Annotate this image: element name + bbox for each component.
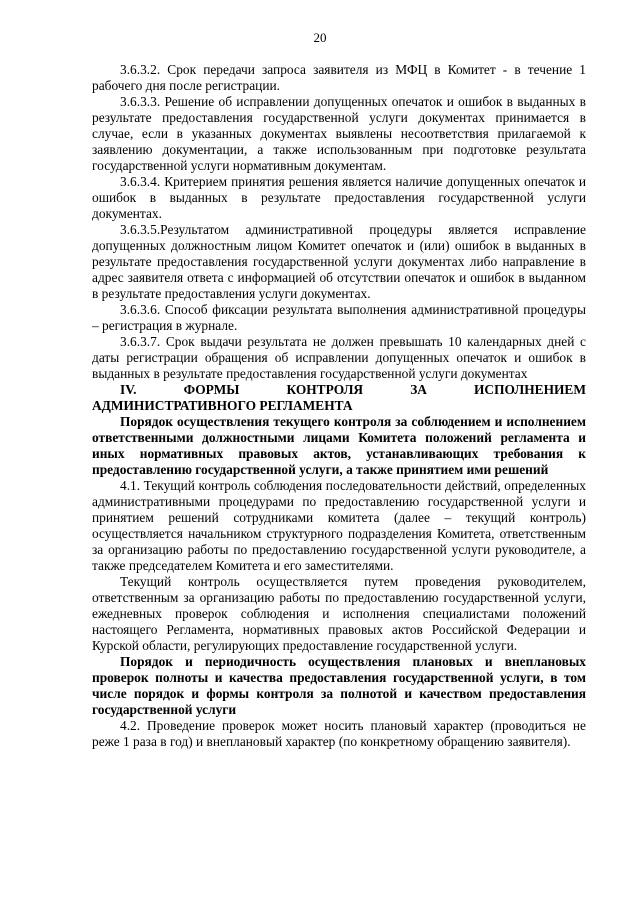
- subheading-current-control: Порядок осуществления текущего контроля за соблюдением и исполнением ответственными должностными лицами Комитета положений регламента и иных нормативных правовых актов, устанавливающих требования к предоставлению государственной услуги, а также принятием ими решений: [92, 414, 586, 477]
- section-heading-word: ФОРМЫ: [183, 382, 240, 397]
- paragraph-3-6-3-3: 3.6.3.3. Решение об исправлении допущенных опечаток и ошибок в выданных в результате предоставления государственной услуги документах принимается в случае, если в указанных документах выявлены несоответствия прилагаемой к заявлению документации, а также использованным при подготовке результата государственной услуги нормативным документам.: [92, 94, 586, 173]
- paragraph-3-6-3-2: 3.6.3.2. Срок передачи запроса заявителя из МФЦ в Комитет - в течение 1 рабочего дня после регистрации.: [92, 62, 586, 93]
- paragraph-3-6-3-5: 3.6.3.5.Результатом административной процедуры является исправление допущенных должностным лицом Комитет опечаток и (или) ошибок в выданных в результате предоставления государственной услуги документах либо направление в адрес заявителя ответа с информацией об отсутствии опечаток и ошибок в выданном в результате предоставления услуги документах.: [92, 222, 586, 301]
- page-number: 20: [313, 30, 327, 45]
- paragraph-current-control-method: Текущий контроль осуществляется путем проведения руководителем, ответственным за организацию работы по предоставлению государственной услуги, ежедневных проверок соблюдения и исполнения специалистами положений настоящего Регламента, нормативных правовых актов Российской Федерации и Курской области, регулирующих предоставление государственной услуги.: [92, 574, 586, 653]
- document-body: [92, 62, 586, 750]
- section-heading: [92, 382, 586, 398]
- paragraph-3-6-3-4: 3.6.3.4. Критерием принятия решения является наличие допущенных опечаток и ошибок в выданных в результате предоставления государственной услуги документах.: [92, 174, 586, 221]
- paragraph-4-2: 4.2. Проведение проверок может носить плановый характер (проводиться не реже 1 раза в год) и внеплановый характер (по конкретному обращению заявителя).: [92, 718, 586, 749]
- section-heading-word: IV.: [120, 382, 137, 397]
- section-heading-word: ИСПОЛНЕНИЕМ: [474, 382, 586, 397]
- section-heading-word: КОНТРОЛЯ: [286, 382, 364, 397]
- section-heading-continuation: АДМИНИСТРАТИВНОГО РЕГЛАМЕНТА: [92, 398, 353, 413]
- section-heading-word: ЗА: [410, 382, 427, 397]
- paragraph-3-6-3-6: 3.6.3.6. Способ фиксации результата выполнения административной процедуры – регистрация в журнале.: [92, 302, 586, 333]
- subheading-inspections: Порядок и периодичность осуществления плановых и внеплановых проверок полноты и качества предоставления государственной услуги, в том числе порядок и формы контроля за полнотой и качеством предоставления государственной услуги: [92, 654, 586, 717]
- paragraph-3-6-3-7: 3.6.3.7. Срок выдачи результата не должен превышать 10 календарных дней с даты регистрации обращения об исправлении допущенных опечаток и ошибок в выданных в результате предоставления государственной услуги документах: [92, 334, 586, 381]
- paragraph-4-1: 4.1. Текущий контроль соблюдения последовательности действий, определенных административными процедурами по предоставлению государственной услуги и принятием решений сотрудниками комитета (далее – текущий контроль) осуществляется начальником структурного подразделения Комитета, ответственным за организацию работы по предоставлению государственной услуги руководителе, а также председателем Комитета и его заместителями.: [92, 478, 586, 573]
